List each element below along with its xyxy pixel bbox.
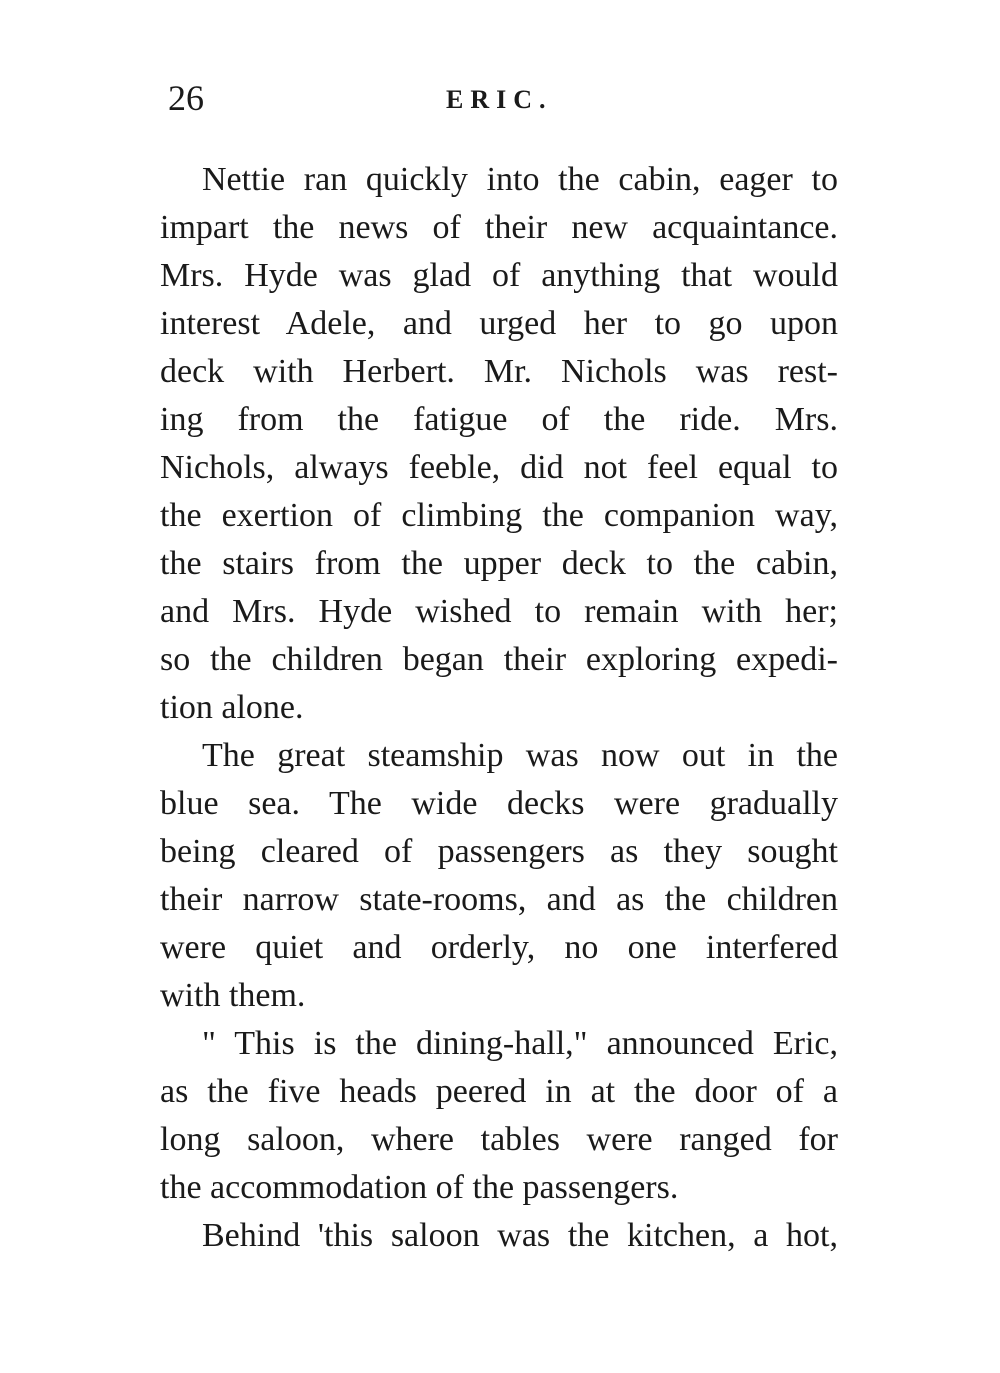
text-line: ing from the fatigue of the ride. Mrs. [160,401,838,438]
text-line: and Mrs. Hyde wished to remain with her; [160,593,838,630]
paragraph-1 [160,156,838,732]
text-line: Behind 'this saloon was the kitchen, a hot, [202,1217,838,1254]
text-line: Nichols, always feeble, did not feel equal to [160,449,838,486]
text-line: long saloon, where tables were ranged for [160,1121,838,1158]
page-number: 26 [168,78,204,118]
text-line: " This is the dining-hall," announced Eric, [202,1025,838,1062]
text-line: were quiet and orderly, no one interfered [160,929,838,966]
page-body [160,156,838,1260]
text-line: The great steamship was now out in the [202,737,838,774]
text-line: with them. [160,977,306,1014]
text-line: so the children began their exploring expedi- [160,641,838,678]
text-line: being cleared of passengers as they sought [160,833,838,870]
text-line: blue sea. The wide decks were gradually [160,785,838,822]
text-line: the stairs from the upper deck to the cabin, [160,545,838,582]
text-line: interest Adele, and urged her to go upon [160,305,838,342]
running-title: ERIC. [446,85,553,114]
text-line: Mrs. Hyde was glad of anything that would [160,257,838,294]
paragraph-4 [160,1212,838,1260]
text-line: deck with Herbert. Mr. Nichols was rest- [160,353,838,390]
text-line: as the five heads peered in at the door of a [160,1073,838,1110]
text-line: Nettie ran quickly into the cabin, eager to [202,161,838,198]
text-line: impart the news of their new acquaintance. [160,209,838,246]
text-line: tion alone. [160,689,304,726]
text-line: their narrow state-rooms, and as the children [160,881,838,918]
paragraph-2 [160,732,838,1020]
text-line: the accommodation of the passengers. [160,1169,679,1206]
text-line: the exertion of climbing the companion way, [160,497,838,534]
paragraph-3 [160,1020,838,1212]
